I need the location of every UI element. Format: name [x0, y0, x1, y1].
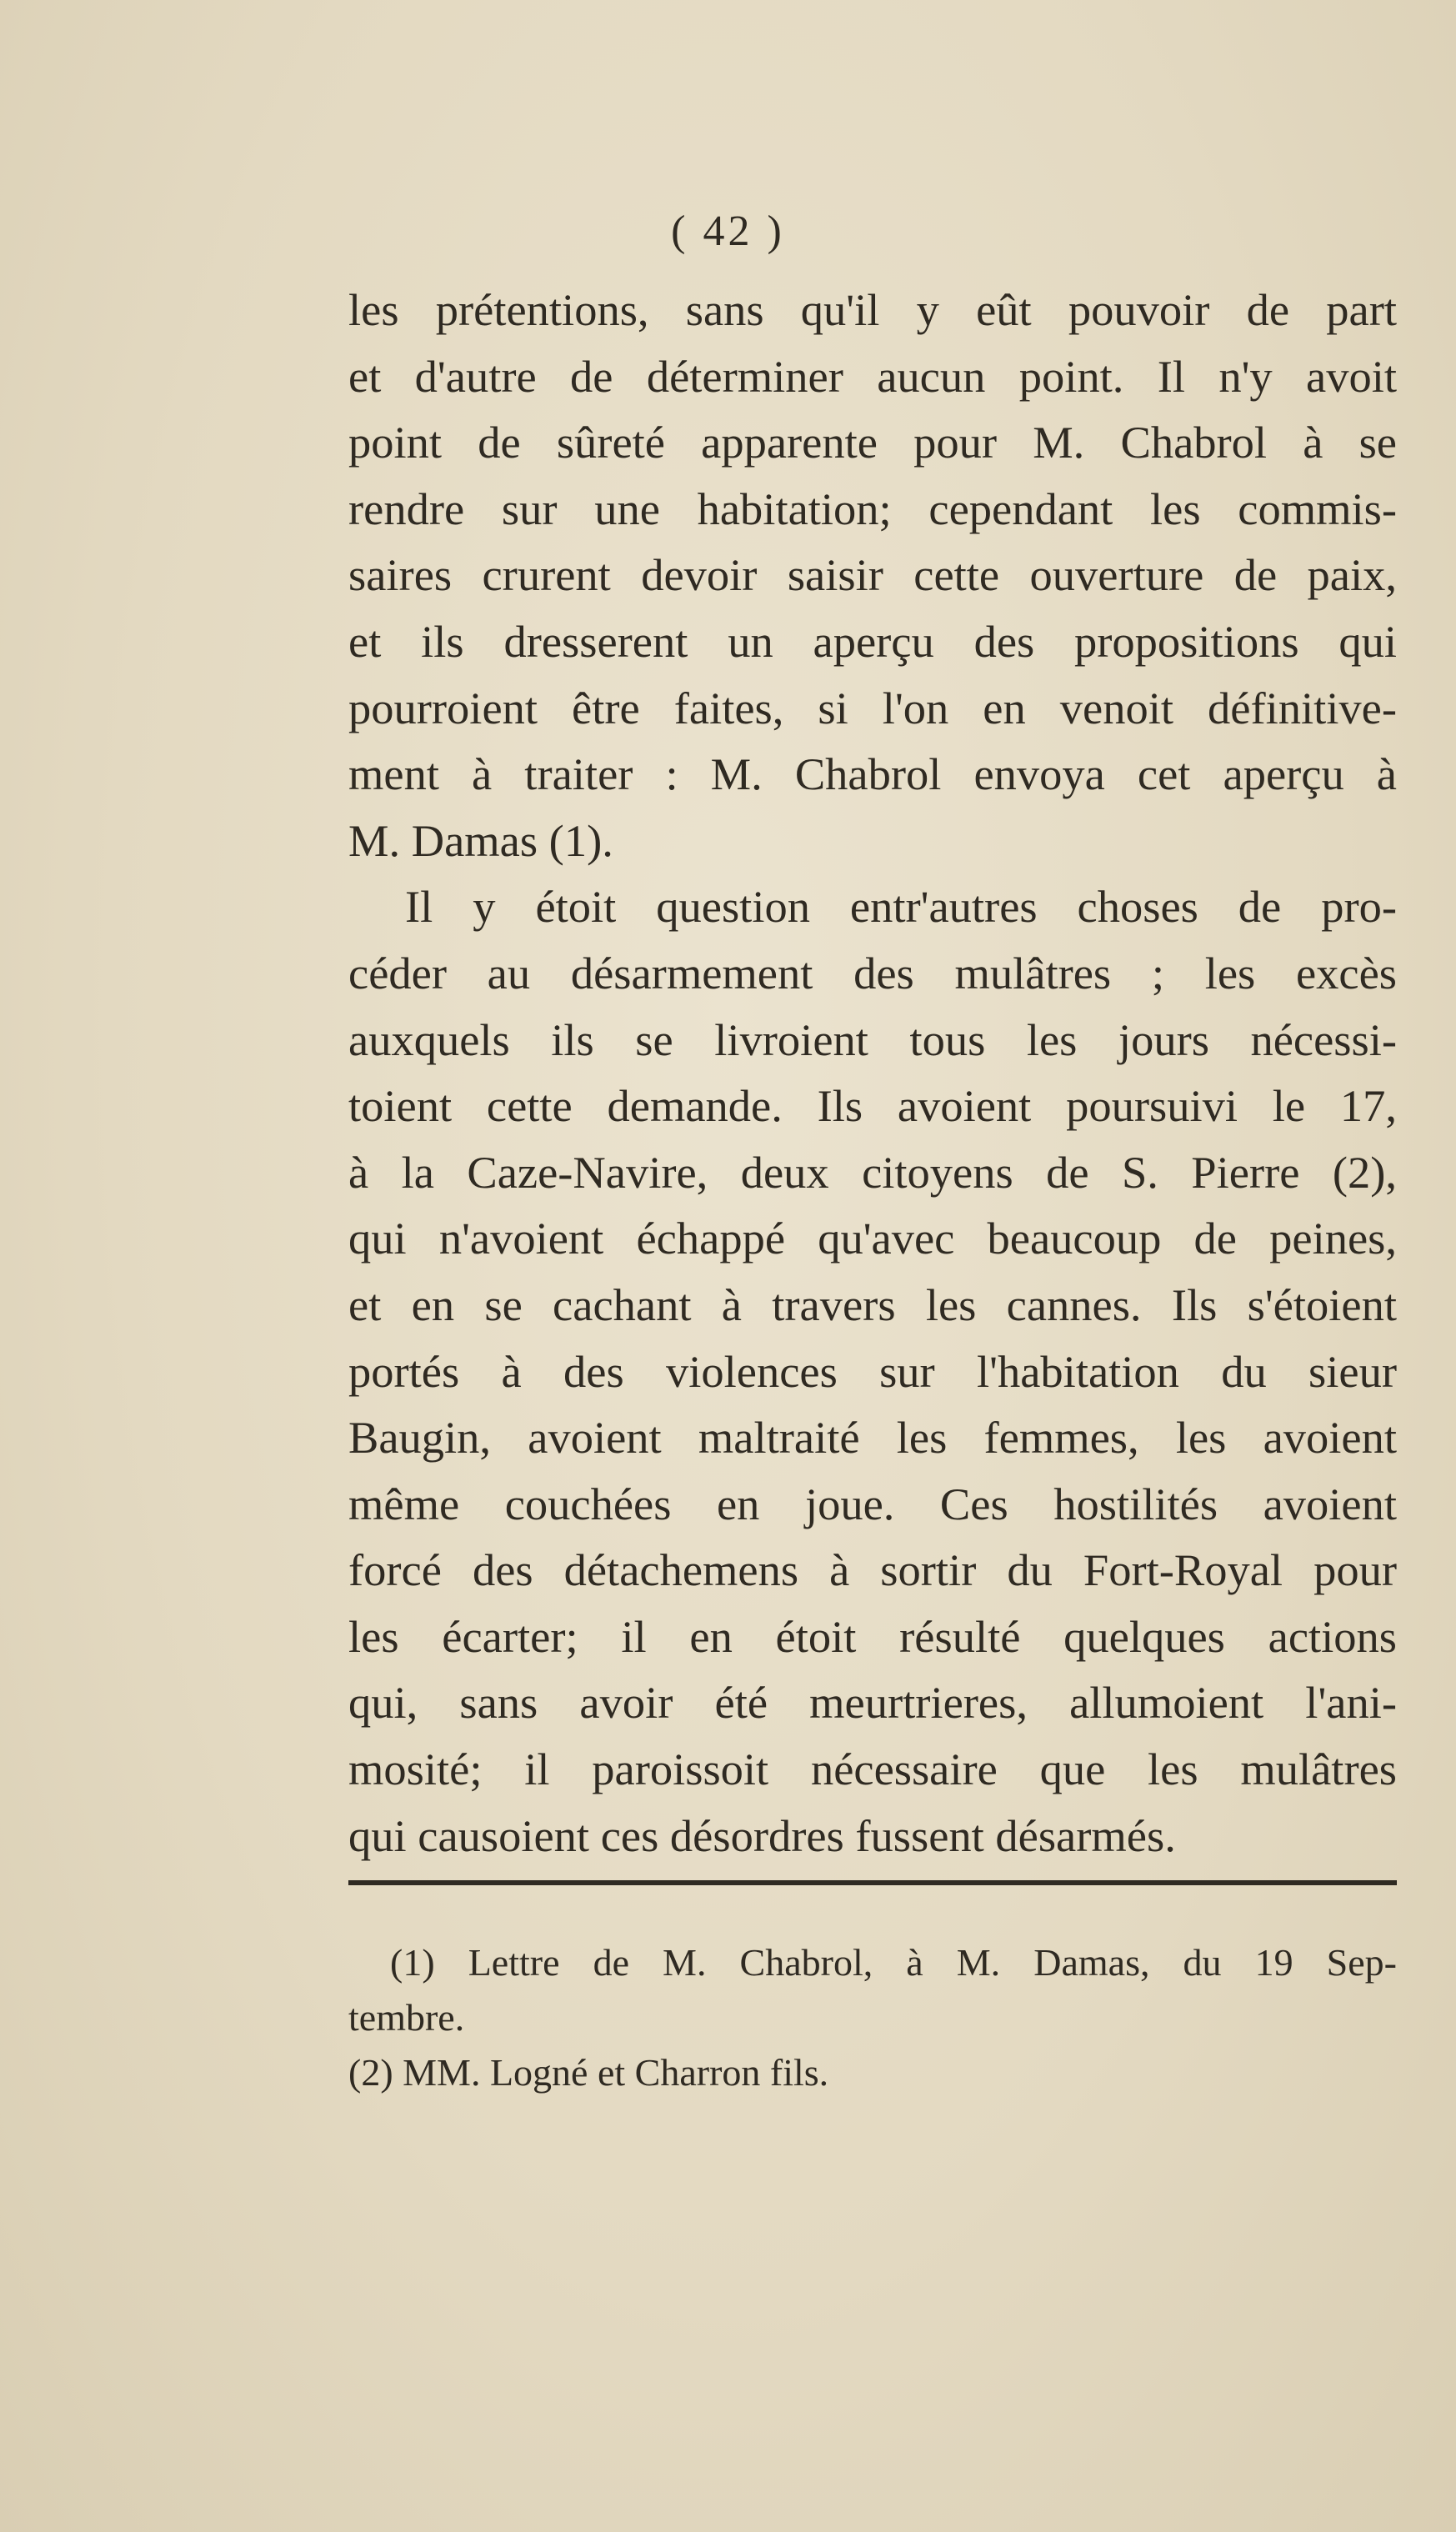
text-line: auxquels ils se livroient tous les jours nécessi- [348, 1013, 1397, 1065]
footnote-divider [348, 1880, 1397, 1885]
footnote-1-continuation: tembre. [348, 1996, 465, 2039]
text-line: les prétentions, sans qu'il y eût pouvoir de part [348, 284, 1397, 335]
text-line: ment à traiter : M. Chabrol envoya cet aperçu à [348, 748, 1397, 800]
text-line: forcé des détachemens à sortir du Fort-Royal pour [348, 1544, 1397, 1596]
text-line: les écarter; il en étoit résulté quelques actions [348, 1610, 1397, 1662]
text-line: et en se cachant à travers les cannes. Ils s'étoient [348, 1279, 1397, 1330]
text-line: Baugin, avoient maltraité les femmes, les avoient [348, 1412, 1397, 1464]
footnotes [348, 1935, 1397, 2100]
text-line: et ils dresserent un aperçu des propositions qui [348, 615, 1397, 667]
text-line: qui causoient ces désordres fussent désarmés. [348, 1809, 1176, 1861]
footnote-1: (1) Lettre de M. Chabrol, à M. Damas, du 19 Sep- [390, 1941, 1397, 1984]
body-text [348, 277, 1397, 1869]
text-line: toient cette demande. Ils avoient poursuivi le 17, [348, 1080, 1397, 1132]
text-line: rendre sur une habitation; cependant les commis- [348, 483, 1397, 534]
footnote-2: (2) MM. Logné et Charron fils. [348, 2051, 829, 2094]
text-line: qui n'avoient échappé qu'avec beaucoup de peines, [348, 1213, 1397, 1264]
text-line: M. Damas (1). [348, 814, 613, 866]
text-line: saires crurent devoir saisir cette ouverture de paix, [348, 549, 1397, 601]
text-line: mosité; il paroissoit nécessaire que les mulâtres [348, 1744, 1397, 1795]
text-line: à la Caze-Navire, deux citoyens de S. Pierre (2), [348, 1146, 1397, 1198]
text-line: pourroient être faites, si l'on en venoit définitive- [348, 682, 1397, 733]
text-line: point de sûreté apparente pour M. Chabrol à se [348, 417, 1397, 468]
paragraph-start-line: Il y étoit question entr'autres choses de pro- [405, 881, 1397, 933]
text-line: qui, sans avoir été meurtrieres, allumoient l'ani- [348, 1677, 1397, 1729]
text-line: et d'autre de déterminer aucun point. Il n'y avoit [348, 350, 1397, 402]
text-line: même couchées en joue. Ces hostilités avoient [348, 1478, 1397, 1529]
text-line: céder au désarmement des mulâtres ; les excès [348, 947, 1397, 998]
text-line: portés à des violences sur l'habitation du sieur [348, 1345, 1397, 1397]
page-number: ( 42 ) [671, 208, 785, 255]
